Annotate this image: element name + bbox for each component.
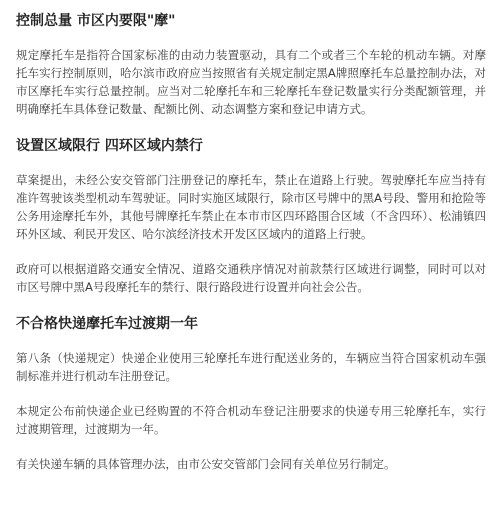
paragraph: 本规定公布前快递企业已经购置的不符合机动车登记注册要求的快递专用三轮摩托车，实行过渡期管理，过渡期为一年。 bbox=[16, 404, 486, 436]
paragraph: 规定摩托车是指符合国家标准的由动力装置驱动，具有二个或者三个车轮的机动车辆。对摩托车实行控制原则，哈尔滨市政府应当按照省有关规定制定黑A牌照摩托车总量控制办法，对市区摩托车实行总量控制。应当对二轮摩托车和三轮摩托车登记数量实行分类配额管理，并明确摩托车具体登记数量、配额比例、动态调整方案和登记申请方式。 bbox=[16, 48, 486, 116]
paragraph: 草案提出，未经公安交管部门注册登记的摩托车，禁止在道路上行驶。驾驶摩托车应当持有准许驾驶该类型机动车驾驶证。同时实施区域限行，除市区号牌中的黑A号段、警用和抢险等公务用途摩托车外，其他号牌摩托车禁止在本市市区四环路围合区域（不含四环）、松浦镇四环外区域、利民开发区、哈尔滨经济技术开发区区域内的道路上行驶。 bbox=[16, 173, 486, 241]
section-title: 控制总量 市区内要限"摩" bbox=[16, 13, 176, 29]
paragraph: 有关快递车辆的具体管理办法，由市公安交管部门会同有关单位另行制定。 bbox=[16, 457, 396, 471]
paragraph: 第八条（快递规定）快递企业使用三轮摩托车进行配送业务的，车辆应当符合国家机动车强制标准并进行机动车注册登记。 bbox=[16, 351, 486, 383]
section-title: 设置区域限行 四环区域内禁行 bbox=[16, 138, 203, 154]
section-title: 不合格快递摩托车过渡期一年 bbox=[16, 316, 198, 332]
paragraph: 政府可以根据道路交通安全情况、道路交通秩序情况对前款禁行区域进行调整，同时可以对市区号牌中黑A号段摩托车的禁行、限行路段进行设置并向社会公告。 bbox=[16, 262, 486, 294]
